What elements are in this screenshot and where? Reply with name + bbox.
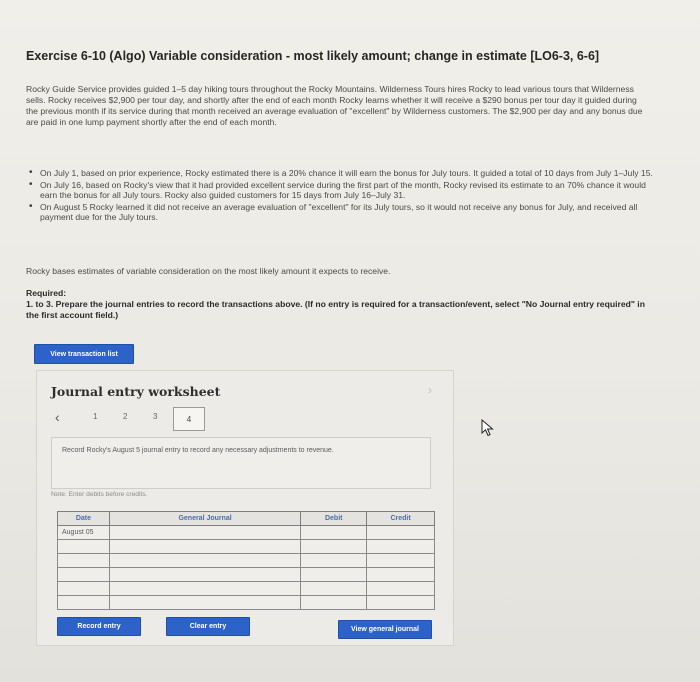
worksheet-title: Journal entry worksheet	[51, 384, 221, 399]
account-cell[interactable]	[109, 596, 300, 610]
bullet-icon: •	[29, 200, 33, 212]
bullet-text: On July 1, based on prior experience, Rocky estimated there is a 20% chance it will earn the bonus for July tours. It guided a total of 10 days from July 1–July 15.	[40, 168, 653, 178]
credit-cell[interactable]	[367, 582, 435, 596]
date-cell[interactable]	[58, 596, 110, 610]
instruction-text: Record Rocky's August 5 journal entry to record any necessary adjustments to revenue.	[62, 447, 334, 454]
debit-cell[interactable]	[301, 554, 367, 568]
page-1-tab[interactable]: 1	[93, 412, 98, 421]
required-note: (If no entry is required for a transaction/event, select "No Journal entry required" in the first account field.)	[26, 299, 645, 320]
debit-cell[interactable]	[301, 526, 367, 540]
chevron-right-icon[interactable]: ›	[428, 383, 432, 397]
table-row	[58, 596, 435, 610]
worksheet-pager	[51, 407, 441, 431]
account-cell[interactable]	[109, 526, 300, 540]
required-text	[26, 299, 646, 320]
bullet-icon: •	[29, 167, 33, 178]
bullet-text: On August 5 Rocky learned it did not receive an average evaluation of "excellent" for its July tours, so it would not receive any bonus for July, and received all payment due for the July tours.	[40, 201, 638, 222]
credit-cell[interactable]	[367, 596, 435, 610]
journal-entry-worksheet	[36, 370, 454, 646]
date-cell[interactable]	[58, 582, 110, 596]
debit-cell[interactable]	[301, 582, 367, 596]
credit-cell[interactable]	[367, 540, 435, 554]
date-column-header: Date	[58, 512, 110, 526]
exercise-intro: Rocky Guide Service provides guided 1–5 day hiking tours throughout the Rocky Mountains. Wilderness Tours hires Rocky to lead various tours that Wilderness sells. Rocky receives $2,900 per tour day, and shortly after the end of each month Rocky learns whether it will receive a $290 bonus per tour day it guided during the previous month if its service during that month received an average evaluation of "excellent" by Wilderness customers. The $2,900 per day and any bonus due are paid in one lump payment shortly after the end of each month.	[26, 84, 643, 127]
estimate-text: Rocky bases estimates of variable consideration on the most likely amount it expects to receive.	[26, 266, 391, 276]
table-header-row	[58, 512, 435, 526]
date-cell[interactable]: August 05	[58, 526, 110, 540]
debit-cell[interactable]	[301, 540, 367, 554]
record-entry-button[interactable]: Record entry	[57, 617, 141, 636]
account-cell[interactable]	[109, 554, 300, 568]
view-general-journal-button[interactable]: View general journal	[338, 620, 432, 639]
credit-cell[interactable]	[367, 526, 435, 540]
page-3-tab[interactable]: 3	[153, 412, 158, 421]
credit-cell[interactable]	[367, 568, 435, 582]
date-cell[interactable]	[58, 540, 110, 554]
table-row	[58, 540, 435, 554]
view-transaction-list-button[interactable]: View transaction list	[34, 344, 134, 364]
date-cell[interactable]	[58, 554, 110, 568]
instruction-box	[51, 437, 431, 489]
list-item	[26, 168, 656, 179]
table-row	[58, 582, 435, 596]
required-label: Required:	[26, 288, 67, 298]
exercise-title: Exercise 6-10 (Algo) Variable consideration - most likely amount; change in estimate [LO6-3, 6-6]	[26, 49, 600, 63]
page-2-tab[interactable]: 2	[123, 412, 128, 421]
scenario-list	[26, 168, 656, 224]
table-row	[58, 568, 435, 582]
bullet-text: On July 16, based on Rocky's view that it had provided excellent service during the first part of the month, Rocky revised its estimate to an 70% chance it would earn the bonus for all July tours. Rocky also guided customers for 15 days from July 16–July 31.	[40, 179, 646, 200]
page-4-tab[interactable]: 4	[173, 407, 205, 431]
list-item	[26, 180, 656, 201]
account-cell[interactable]	[109, 582, 300, 596]
date-cell[interactable]	[58, 568, 110, 582]
list-item	[26, 202, 656, 223]
general-journal-column-header: General Journal	[109, 512, 300, 526]
table-row	[58, 526, 435, 540]
required-instruction: 1. to 3. Prepare the journal entries to record the transactions above.	[26, 299, 303, 309]
mouse-cursor-icon	[481, 419, 495, 437]
credit-column-header: Credit	[367, 512, 435, 526]
debit-cell[interactable]	[301, 568, 367, 582]
debit-column-header: Debit	[301, 512, 367, 526]
account-cell[interactable]	[109, 540, 300, 554]
chevron-left-icon[interactable]: ‹	[55, 409, 60, 425]
table-row	[58, 554, 435, 568]
debit-cell[interactable]	[301, 596, 367, 610]
credit-cell[interactable]	[367, 554, 435, 568]
clear-entry-button[interactable]: Clear entry	[166, 617, 250, 636]
debit-credit-note: Note: Enter debits before credits.	[51, 491, 148, 498]
bullet-icon: •	[29, 178, 33, 190]
account-cell[interactable]	[109, 568, 300, 582]
journal-table	[57, 511, 435, 610]
